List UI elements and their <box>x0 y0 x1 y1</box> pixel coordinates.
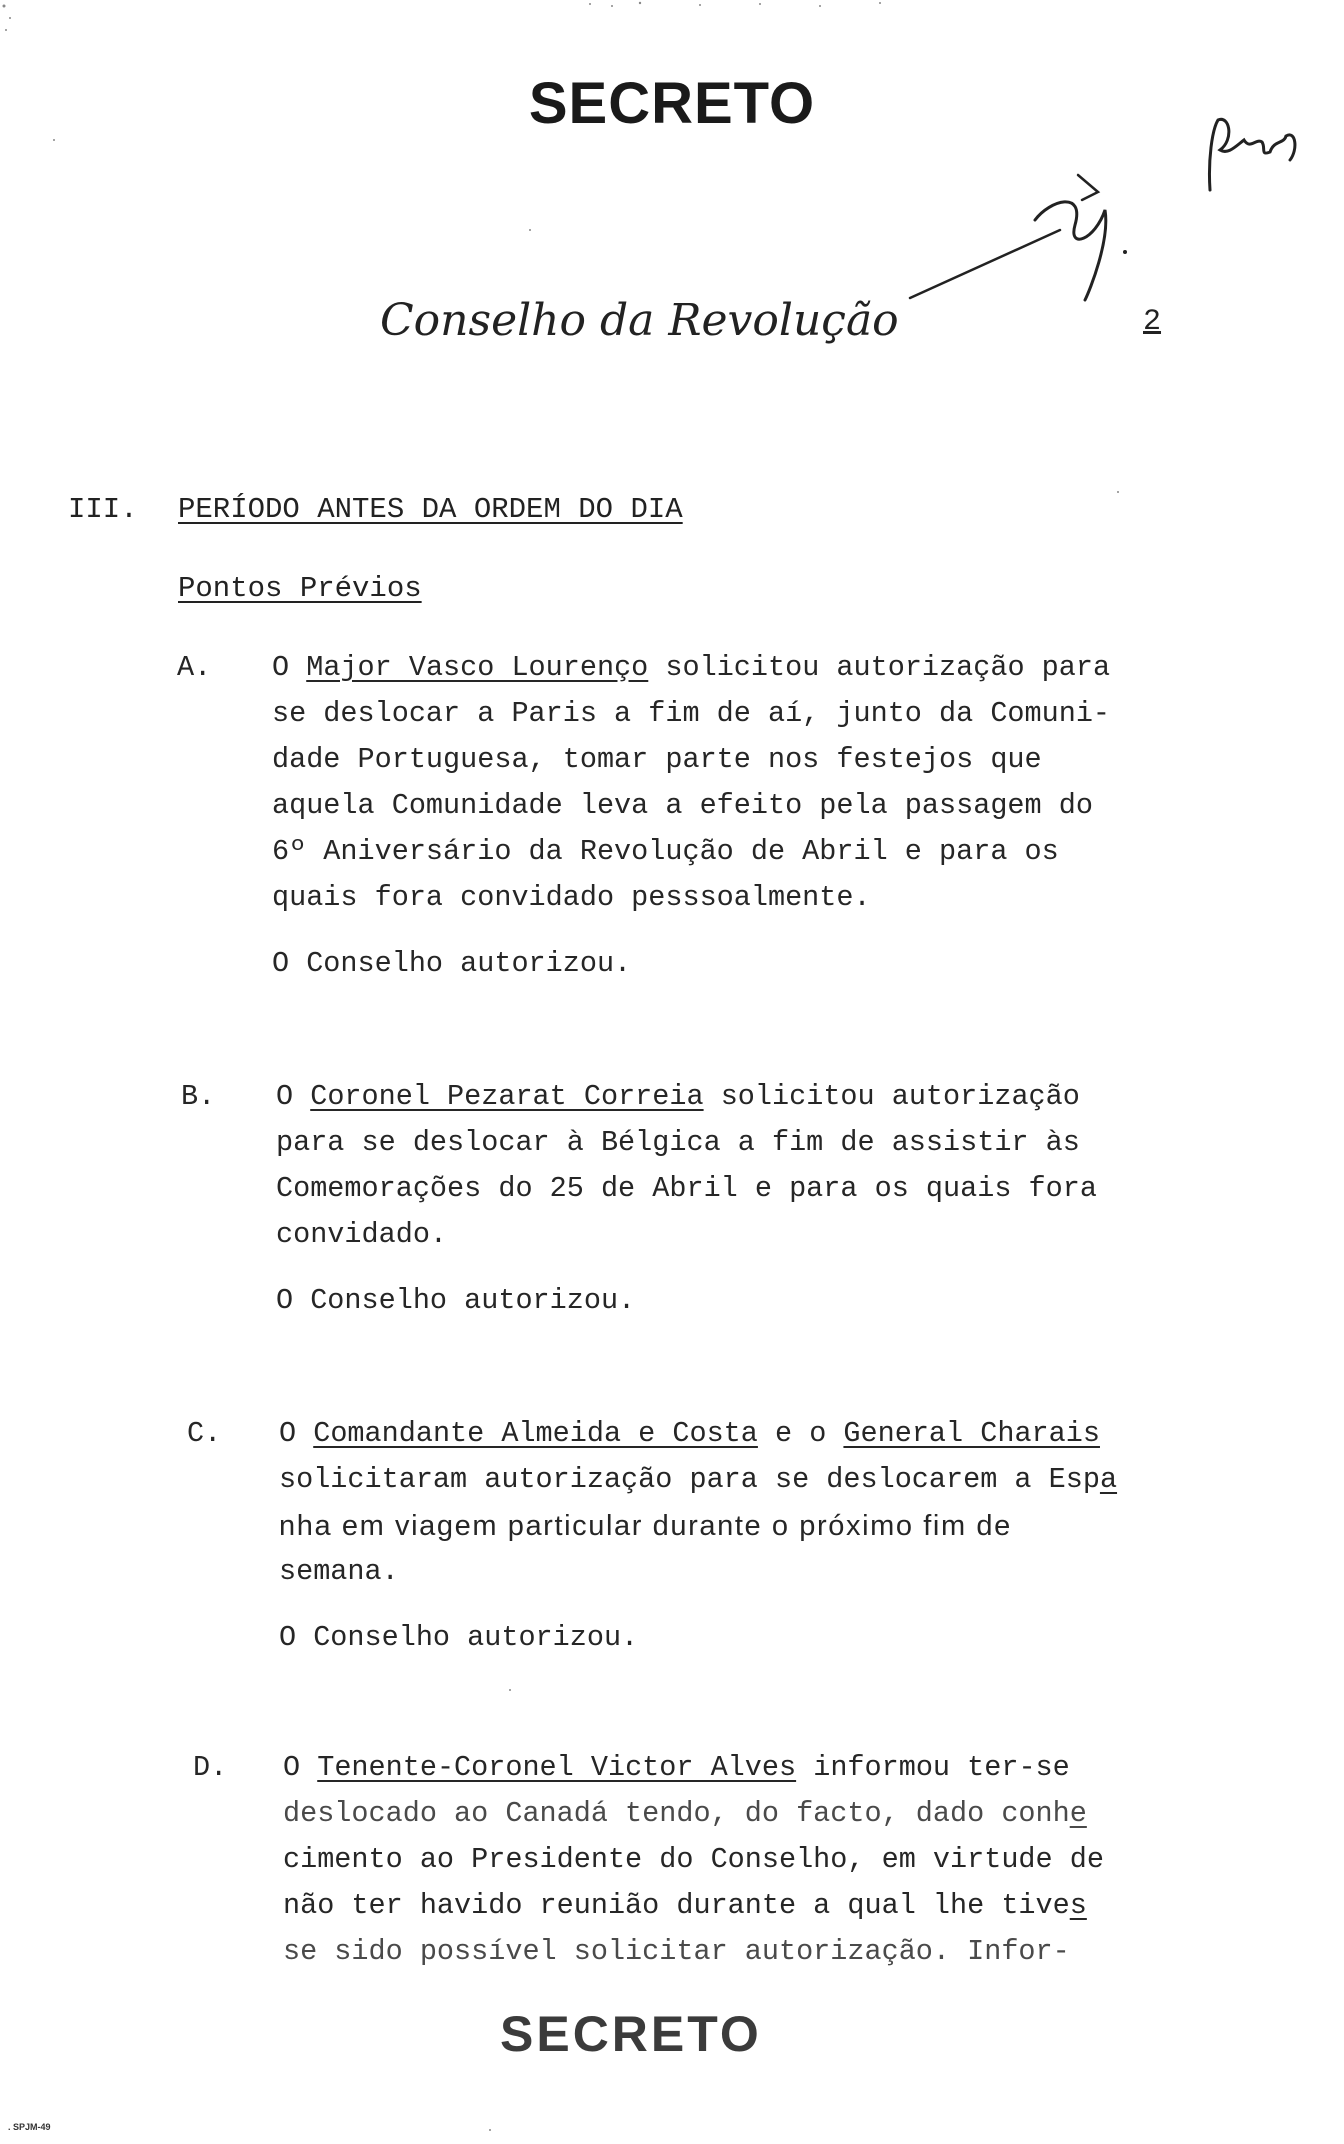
section-heading <box>68 493 683 526</box>
item-text <box>283 1745 1104 1975</box>
text-line: O Tenente-Coronel Victor Alves informou ter-se <box>283 1751 1070 1784</box>
item-text <box>276 1074 1097 1258</box>
text-line: dade Portuguesa, tomar parte nos festejos que <box>272 743 1042 776</box>
text-line: deslocado ao Canadá tendo, do facto, dado conhe <box>283 1797 1087 1830</box>
person-name: Comandante Almeida e Costa <box>313 1417 758 1450</box>
item-letter: C. <box>187 1417 222 1450</box>
item-a <box>177 645 1111 987</box>
item-letter: B. <box>181 1080 216 1113</box>
item-d <box>193 1745 1104 1975</box>
person-name: Coronel Pezarat Correia <box>310 1080 704 1113</box>
text-line: 6º Aniversário da Revolução de Abril e para os <box>272 835 1059 868</box>
text-line: Comemorações do 25 de Abril e para os quais fora <box>276 1172 1097 1205</box>
institution-letterhead: Conselho da Revolução <box>380 295 899 346</box>
text-line: O Coronel Pezarat Correia solicitou autorização <box>276 1080 1080 1113</box>
text-line: se sido possível solicitar autorização. Infor- <box>283 1935 1070 1968</box>
text-line: semana. <box>279 1555 399 1588</box>
text-line: quais fora convidado pesssoalmente. <box>272 881 871 914</box>
item-letter: A. <box>177 651 212 684</box>
text-line: aquela Comunidade leva a efeito pela passagem do <box>272 789 1093 822</box>
item-c <box>187 1411 1118 1661</box>
text-line: não ter havido reunião durante a qual lhe tives <box>283 1889 1087 1922</box>
text-line: para se deslocar à Bélgica a fim de assistir às <box>276 1126 1080 1159</box>
text-line: se deslocar a Paris a fim de aí, junto da Comuni- <box>272 697 1111 730</box>
text-line: O Comandante Almeida e Costa e o General Charais <box>279 1417 1100 1450</box>
text-line: cimento ao Presidente do Conselho, em virtude de <box>283 1843 1104 1876</box>
section-title: PERÍODO ANTES DA ORDEM DO DIA <box>178 493 683 526</box>
text-line: O Major Vasco Lourenço solicitou autorização para <box>272 651 1111 684</box>
text-line: solicitaram autorização para se deslocarem a Espa <box>279 1463 1118 1496</box>
item-b <box>181 1074 1097 1324</box>
handwritten-initials <box>1200 110 1310 200</box>
section-number: III. <box>68 493 138 526</box>
person-name: General Charais <box>843 1417 1100 1450</box>
council-decision: O Conselho autorizou. <box>276 1284 636 1317</box>
person-name: Major Vasco Lourenço <box>306 651 649 684</box>
classification-stamp-bottom: SECRETO <box>500 2006 762 2062</box>
page-number: 2 <box>1143 305 1162 339</box>
item-text <box>279 1411 1117 1595</box>
subheading: Pontos Prévios <box>178 572 422 605</box>
text-line: nha em viagem particular durante o próximo fim de <box>279 1510 1012 1542</box>
council-decision: O Conselho autorizou. <box>272 947 632 980</box>
text-line: convidado. <box>276 1218 448 1251</box>
item-letter: D. <box>193 1751 228 1784</box>
item-text <box>272 645 1110 921</box>
handwritten-flourish <box>900 170 1150 310</box>
classification-stamp-top: SECRETO <box>528 71 816 136</box>
council-decision: O Conselho autorizou. <box>279 1621 639 1654</box>
person-name: Tenente-Coronel Victor Alves <box>317 1751 797 1784</box>
document-code: . SPJM-49 <box>8 2122 51 2132</box>
